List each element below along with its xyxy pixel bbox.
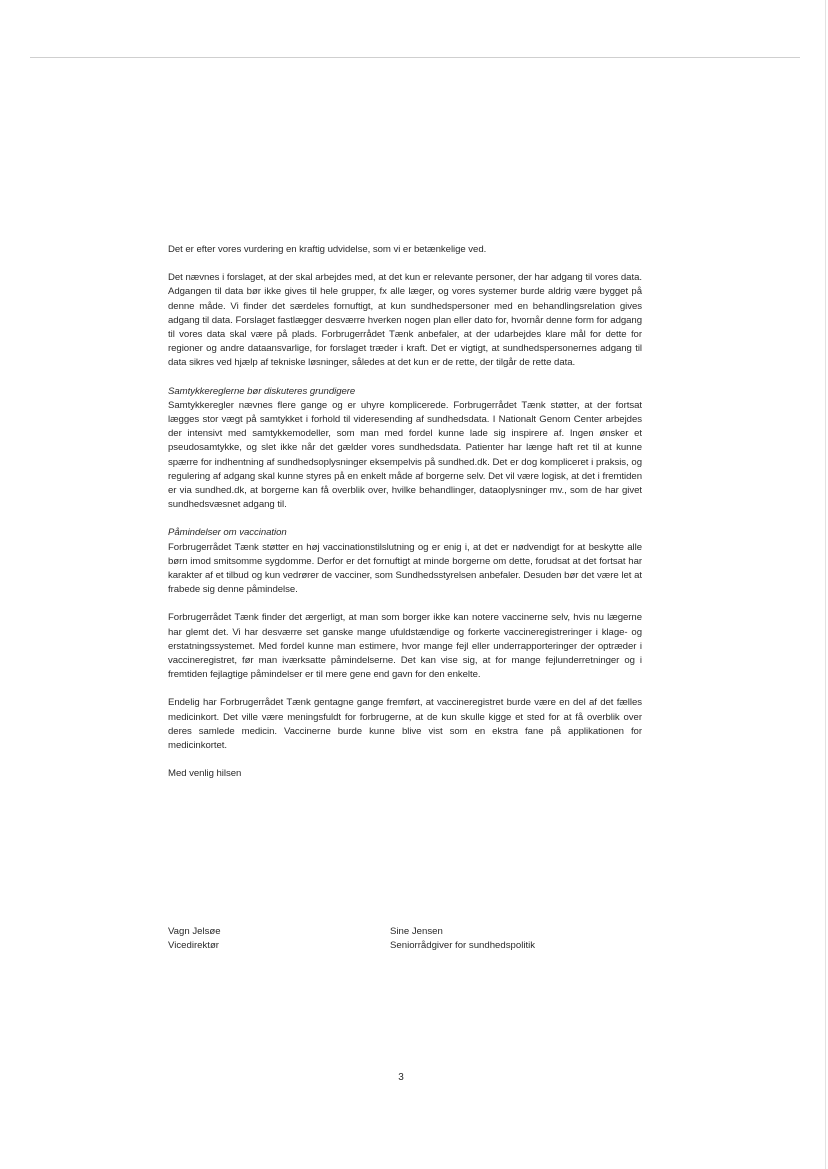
letter-body xyxy=(168,243,642,796)
section-text-consent: Samtykkeregler nævnes flere gange og er uhyre komplicerede. Forbrugerrådet Tænk støtter, at der fortsat lægges stor vægt på samtykket i forhold til videresending af sundhedsdata. I Nationalt Genom Center arbejdes der intensivt med samtykkemodeller, som man med fordel kunne lade sig inspirere af. Ingen ønsker et pseudosamtykke, og slet ikke når det gælder vores sundhedsdata. Patienter har længe haft ret til at kunne spærre for indhentning af sundhedsoplysninger eksempelvis på sundhed.dk. Det er dog kompliceret i praksis, og regulering af adgang skal kunne styres på en enkelt måde af borgerne selv. Det vil være logisk, at det i fremtiden er via sundhed.dk, at borgerne kan få overblik over, hvilke behandlinger, dataoplysninger mv., som de har givet sundhedsvæsnet adgang til. xyxy=(168,399,642,511)
section-consent xyxy=(168,385,642,513)
closing-salutation: Med venlig hilsen xyxy=(168,768,242,780)
opening-sentence: Det er efter vores vurdering en kraftig udvidelse, som vi er betænkelige ved. xyxy=(168,244,487,255)
paragraph-access: Det nævnes i forslaget, at der skal arbejdes med, at det kun er relevante personer, der har adgang til vores data. Adgangen til data bør ikke gives til hele grupper, fx alle læger, og vores systemer burde aldrig være bygget på denne måde. Vi finder det særdeles fornuftigt, at kun sundhedspersoner med en behandlingsrelation gives adgang til data. Forslaget fastlægger desværre hverken nogen plan eller dato for, hvornår denne form for adgang til vores data skal være på plads. Forbrugerrådet Tænk anbefaler, at der udarbejdes klare mål for dette for regioner og andre dataansvarlige, for forslaget træder i kraft. Det er vigtigt, at sundhedspersonernes adgang til data sikres ved hjælp af tekniske løsninger, således at det kun er de rette, der tilgår de rette data. xyxy=(168,272,642,369)
section-heading-consent: Samtykkereglerne bør diskuteres grundigere xyxy=(168,385,356,397)
signatory-name: Sine Jensen xyxy=(390,926,443,937)
scan-edge-line-right xyxy=(825,0,826,1169)
signature-left xyxy=(168,925,221,953)
paragraph-medicine-card: Endelig har Forbrugerrådet Tænk gentagne gange fremført, at vaccineregistret burde være en del af det fælles medicinkort. Det ville være meningsfuldt for forbrugerne, at de kun skulle kigge et sted for at få overblik over deres samlede medicin. Vaccinerne burde kunne blive vist som en ekstra fane på applikationen for medicinkortet. xyxy=(168,697,642,752)
signatory-title: Vicedirektør xyxy=(168,940,220,952)
page-number: 3 xyxy=(398,1072,404,1083)
signature-right xyxy=(390,925,535,953)
scan-edge-line xyxy=(30,57,800,58)
section-vaccination xyxy=(168,526,642,597)
paragraph-registry: Forbrugerrådet Tænk finder det ærgerligt, at man som borger ikke kan notere vaccinerne selv, hvis nu lægerne har glemt det. Vi har desværre set ganske mange ufuldstændige og forkerte vaccineregistreringer i klage- og erstatningssystemet. Med fordel kunne man estimere, hvor mange fejl eller underrapporteringer der optræder i vaccineregistret, før man iværksatte påmindelserne. Det kan vise sig, at for mange fejlunderretninger og i fremtiden fejlagtige påmindelser er til mere gene end gavn for den enkelte. xyxy=(168,612,642,681)
signatory-name: Vagn Jelsøe xyxy=(168,926,221,937)
signatory-title: Seniorrådgiver for sundhedspolitik xyxy=(390,940,536,952)
section-text-vaccination: Forbrugerrådet Tænk støtter en høj vaccinationstilslutning og er enig i, at det er nødvendigt for at beskytte alle børn imod smitsomme sygdomme. Derfor er det fornuftigt at minde borgerne om dette, forudsat at det fortsat har karakter af et tilbud og kun vedrører de vacciner, som Sundhedsstyrelsen anbefaler. Desuden bør det være let at frabede sig denne påmindelse. xyxy=(168,541,642,596)
section-heading-vaccination: Påmindelser om vaccination xyxy=(168,527,287,539)
